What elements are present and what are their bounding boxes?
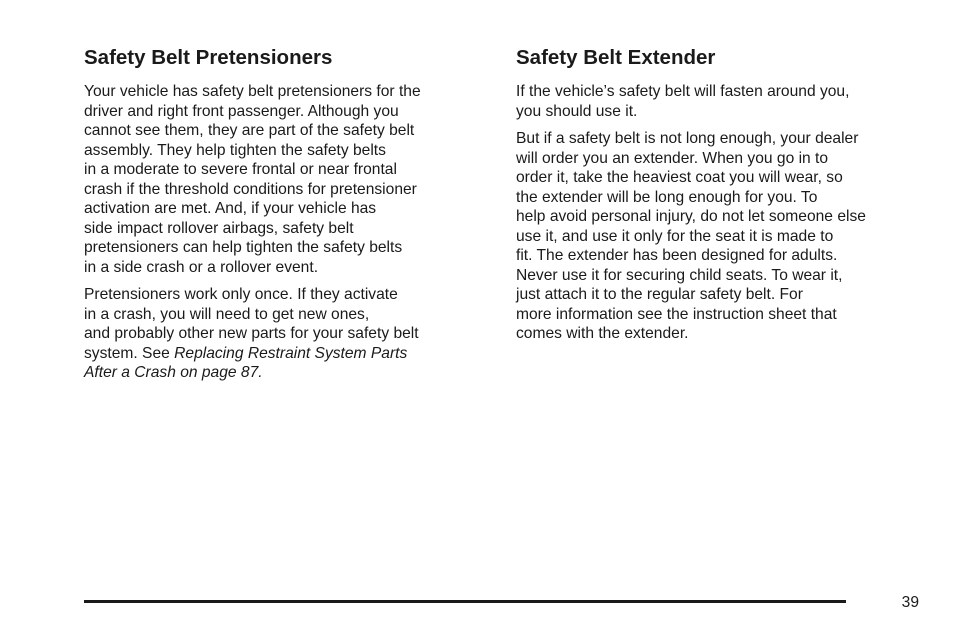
- text-line: pretensioners can help tighten the safety belts: [84, 239, 403, 256]
- text-line: [84, 363, 484, 383]
- text-line: side impact rollover airbags, safety belt: [84, 219, 354, 237]
- text-line: will order you an extender. When you go in to: [516, 149, 829, 167]
- text-line: order it, take the heaviest coat you will wear, so: [516, 169, 843, 186]
- text-line: [84, 344, 484, 364]
- text-line: in a moderate to severe frontal or near frontal: [84, 161, 397, 178]
- text-line: crash if the threshold conditions for pretensioner: [84, 180, 417, 198]
- footer-rule: [84, 600, 846, 603]
- text-line: comes with the extender.: [516, 325, 689, 342]
- text-line: activation are met. And, if your vehicle has: [84, 200, 377, 217]
- text-line: Your vehicle has safety belt pretensioners for the: [84, 83, 421, 100]
- text-line: Never use it for securing child seats. To wear it,: [516, 266, 843, 284]
- text-line: assembly. They help tighten the safety belts: [84, 141, 386, 159]
- extender-paragraph-1: [516, 82, 926, 121]
- cross-reference-link-cont[interactable]: After a Crash on page 87.: [84, 364, 263, 381]
- cross-reference-link[interactable]: Replacing Restraint System Parts: [174, 344, 408, 362]
- text-line: driver and right front passenger. Although you: [84, 102, 399, 120]
- extender-paragraph-2: [516, 129, 926, 344]
- text-line: in a side crash or a rollover event.: [84, 258, 319, 276]
- page-number: 39: [901, 594, 919, 611]
- pretensioners-paragraph-2: [84, 285, 484, 383]
- text-line: you should use it.: [516, 102, 638, 120]
- section-heading-extender: Safety Belt Extender: [516, 46, 716, 69]
- left-column: [84, 44, 484, 391]
- text-line: Pretensioners work only once. If they activate: [84, 286, 398, 303]
- section-heading-pretensioners: Safety Belt Pretensioners: [84, 46, 333, 69]
- text-line: more information see the instruction sheet that: [516, 305, 837, 323]
- text-line: cannot see them, they are part of the safety belt: [84, 122, 415, 139]
- text-line: the extender will be long enough for you. To: [516, 188, 818, 206]
- text-line: just attach it to the regular safety belt. For: [516, 286, 803, 303]
- right-column: [516, 44, 926, 352]
- text-line: help avoid personal injury, do not let someone else: [516, 208, 866, 225]
- see-lead: system. See: [84, 344, 175, 362]
- text-line: If the vehicle’s safety belt will fasten around you,: [516, 83, 850, 100]
- text-line: But if a safety belt is not long enough, your dealer: [516, 130, 859, 147]
- text-line: in a crash, you will need to get new ones,: [84, 305, 370, 323]
- pretensioners-paragraph-1: [84, 82, 484, 277]
- text-line: and probably other new parts for your safety belt: [84, 325, 419, 342]
- text-line: fit. The extender has been designed for adults.: [516, 247, 838, 264]
- text-line: use it, and use it only for the seat it is made to: [516, 227, 834, 245]
